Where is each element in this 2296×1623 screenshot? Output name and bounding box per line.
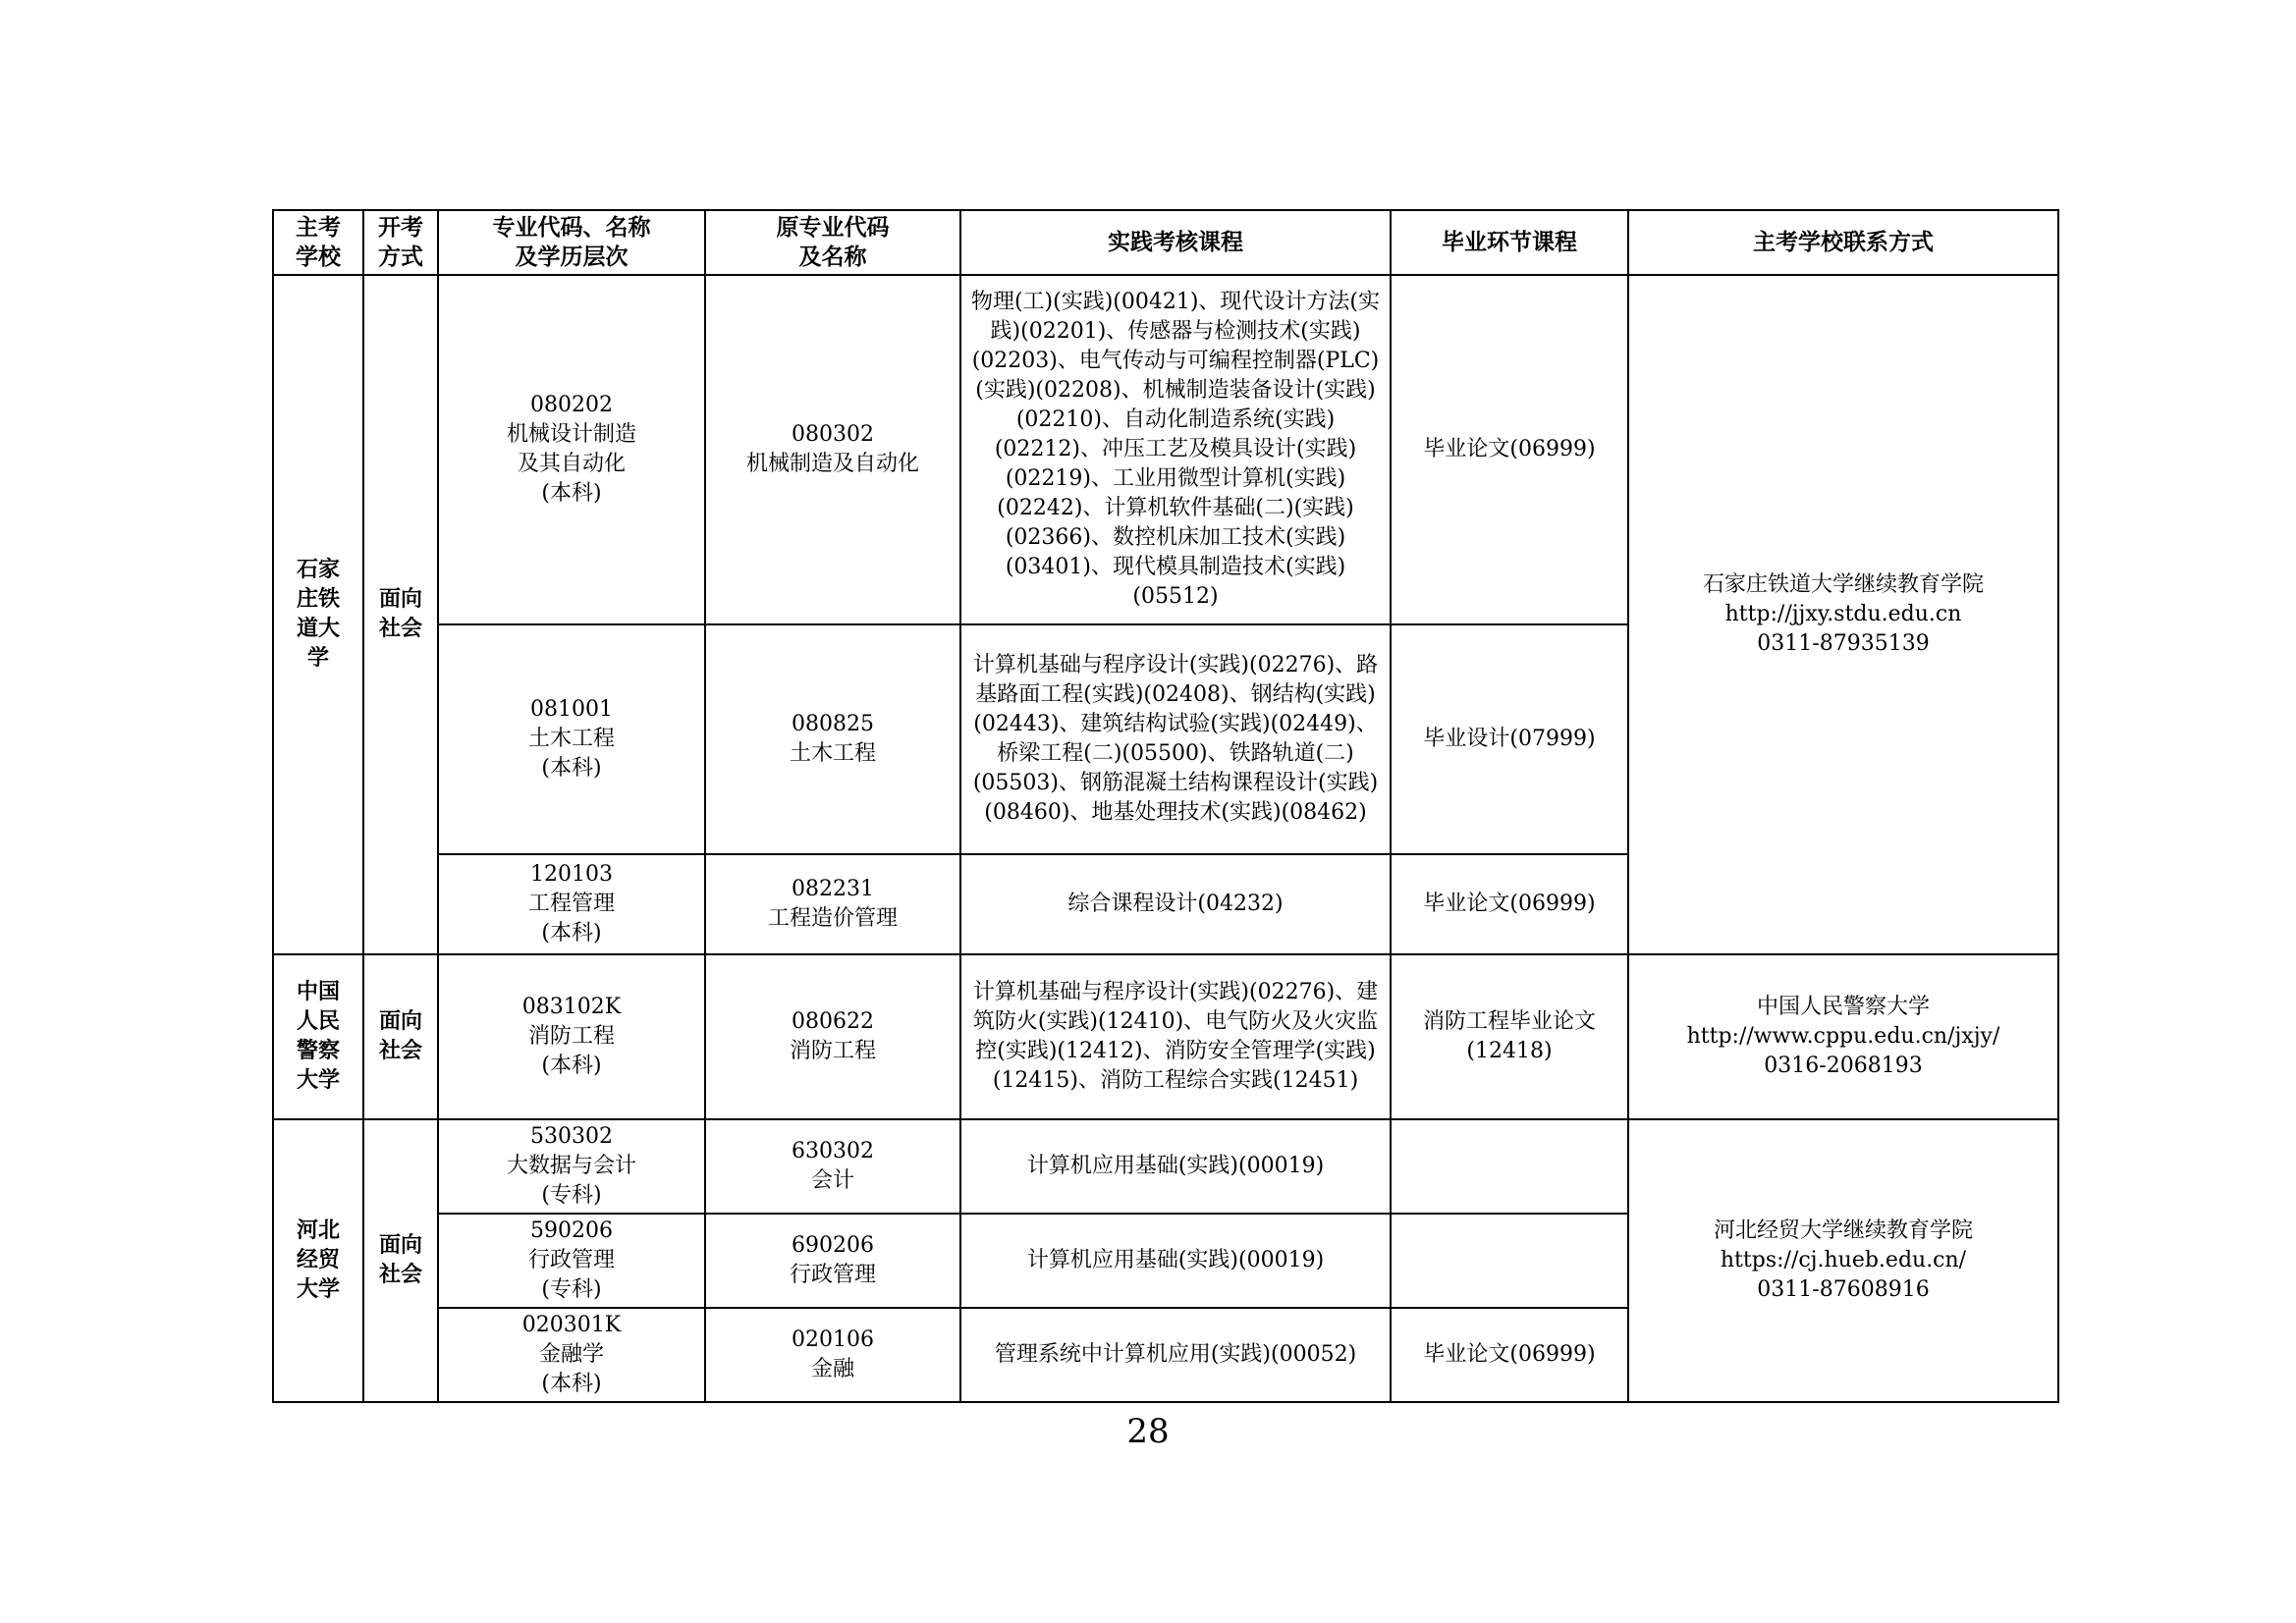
- practice-course-cell: 计算机应用基础(实践)(00019): [960, 1214, 1391, 1308]
- graduation-course-cell: 毕业论文(06999): [1391, 854, 1628, 954]
- major-cell: 083102K 消防工程 (本科): [438, 954, 705, 1119]
- table-row: [273, 275, 2058, 624]
- header-contact: 主考学校联系方式: [1628, 210, 2058, 275]
- graduation-course-cell: 消防工程毕业论文 (12418): [1391, 954, 1628, 1119]
- exam-mode-cell: 面向 社会: [363, 1119, 438, 1402]
- exam-mode-cell: 面向 社会: [363, 954, 438, 1119]
- old-major-cell: 080622 消防工程: [705, 954, 960, 1119]
- exam-mode-cell: 面向 社会: [363, 275, 438, 954]
- contact-cell: 河北经贸大学继续教育学院 https://cj.hueb.edu.cn/ 0311-87608916: [1628, 1119, 2058, 1402]
- practice-course-cell: 计算机应用基础(实践)(00019): [960, 1119, 1391, 1214]
- old-major-cell: 630302 会计: [705, 1119, 960, 1214]
- major-cell: 120103 工程管理 (本科): [438, 854, 705, 954]
- practice-course-cell: 物理(工)(实践)(00421)、现代设计方法(实践)(02201)、传感器与检测技术(实践)(02203)、电气传动与可编程控制器(PLC)(实践)(02208)、机械制造装备设计(实践)(02210)、自动化制造系统(实践)(02212)、冲压工艺及模具设计(实践)(02219)、工业用微型计算机(实践)(02242)、计算机软件基础(二)(实践)(02366)、数控机床加工技术(实践)(03401)、现代模具制造技术(实践)(05512): [960, 275, 1391, 624]
- graduation-course-cell: [1391, 1214, 1628, 1308]
- graduation-course-cell: 毕业论文(06999): [1391, 275, 1628, 624]
- contact-cell: 石家庄铁道大学继续教育学院 http://jjxy.stdu.edu.cn 0311-87935139: [1628, 275, 2058, 954]
- table-body: [273, 275, 2058, 1402]
- header-school: 主考 学校: [273, 210, 363, 275]
- practice-course-cell: 计算机基础与程序设计(实践)(02276)、路基路面工程(实践)(02408)、钢结构(实践)(02443)、建筑结构试验(实践)(02449)、桥梁工程(二)(05500)、铁路轨道(二)(05503)、钢筋混凝土结构课程设计(实践)(08460)、地基处理技术(实践)(08462): [960, 624, 1391, 854]
- major-cell: 530302 大数据与会计 (专科): [438, 1119, 705, 1214]
- old-major-cell: 690206 行政管理: [705, 1214, 960, 1308]
- contact-cell: 中国人民警察大学 http://www.cppu.edu.cn/jxjy/ 0316-2068193: [1628, 954, 2058, 1119]
- table-header: [273, 210, 2058, 275]
- page-number: 28: [1126, 1412, 1170, 1451]
- header-graduation: 毕业环节课程: [1391, 210, 1628, 275]
- exam-course-table: [272, 209, 2059, 1403]
- header-mode: 开考 方式: [363, 210, 438, 275]
- table-row: [273, 954, 2058, 1119]
- old-major-cell: 020106 金融: [705, 1308, 960, 1402]
- header-practice: 实践考核课程: [960, 210, 1391, 275]
- practice-course-cell: 计算机基础与程序设计(实践)(02276)、建筑防火(实践)(12410)、电气防火及火灾监控(实践)(12412)、消防安全管理学(实践)(12415)、消防工程综合实践(12451): [960, 954, 1391, 1119]
- graduation-course-cell: [1391, 1119, 1628, 1214]
- header-major: 专业代码、名称 及学历层次: [438, 210, 705, 275]
- old-major-cell: 082231 工程造价管理: [705, 854, 960, 954]
- major-cell: 590206 行政管理 (专科): [438, 1214, 705, 1308]
- school-name-cell: 石家 庄铁 道大 学: [273, 275, 363, 954]
- graduation-course-cell: 毕业设计(07999): [1391, 624, 1628, 854]
- table-row: [273, 1119, 2058, 1214]
- old-major-cell: 080302 机械制造及自动化: [705, 275, 960, 624]
- major-cell: 081001 土木工程 (本科): [438, 624, 705, 854]
- header-old-major: 原专业代码 及名称: [705, 210, 960, 275]
- old-major-cell: 080825 土木工程: [705, 624, 960, 854]
- major-cell: 020301K 金融学 (本科): [438, 1308, 705, 1402]
- practice-course-cell: 综合课程设计(04232): [960, 854, 1391, 954]
- school-name-cell: 中国 人民 警察 大学: [273, 954, 363, 1119]
- major-cell: 080202 机械设计制造 及其自动化 (本科): [438, 275, 705, 624]
- graduation-course-cell: 毕业论文(06999): [1391, 1308, 1628, 1402]
- school-name-cell: 河北 经贸 大学: [273, 1119, 363, 1402]
- practice-course-cell: 管理系统中计算机应用(实践)(00052): [960, 1308, 1391, 1402]
